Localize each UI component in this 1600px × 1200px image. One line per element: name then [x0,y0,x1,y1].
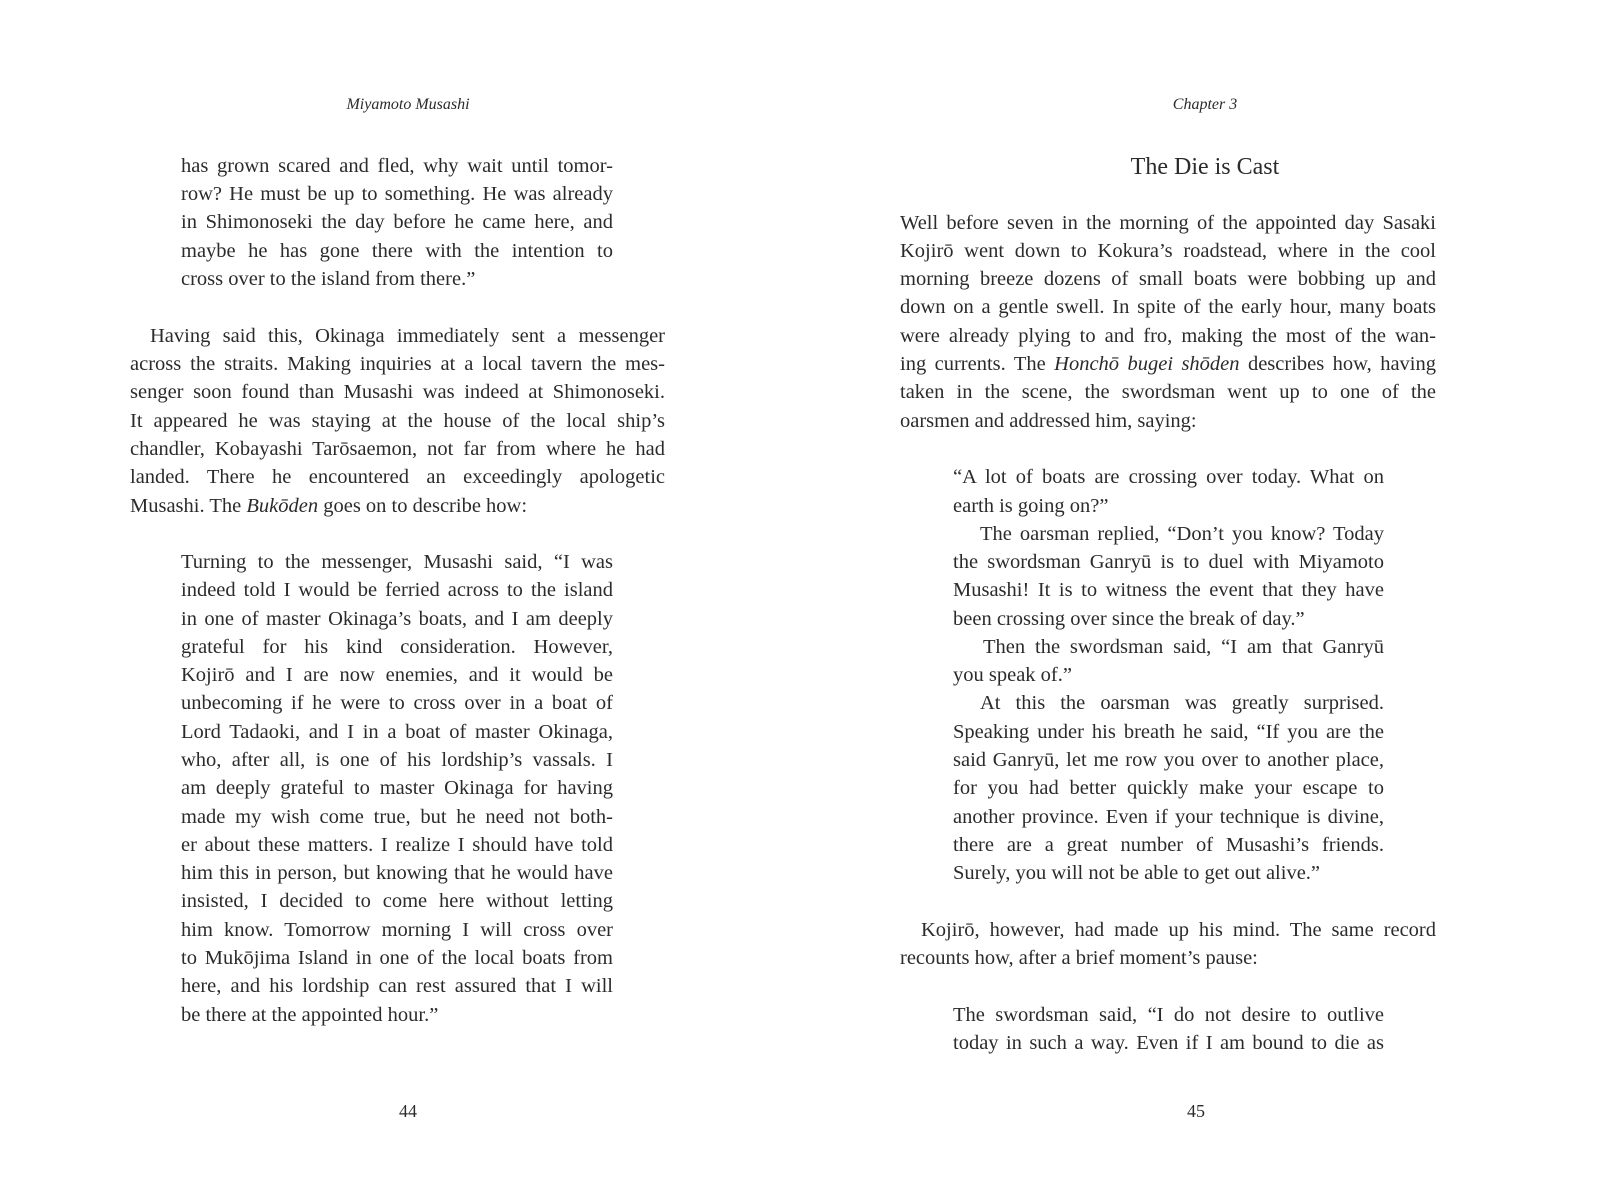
left-page-text-line: indeed told I would be ferried across to the island [181,579,613,601]
left-page-text-line: to Mukōjima Island in one of the local boats from [181,947,613,969]
right-page-text-line: today in such a way. Even if I am bound to die as [953,1032,1384,1054]
right-page-text-line: been crossing over since the break of day.” [953,608,1305,630]
right-page-text-line: Then the swordsman said, “I am that Ganryū [983,636,1384,658]
right-page [800,0,1600,1200]
left-page-text-line: be there at the appointed hour.” [181,1004,439,1026]
left-page-text-line: am deeply grateful to master Okinaga for having [181,777,613,799]
right-page-text-line: Musashi! It is to witness the event that they have [953,579,1384,601]
left-page-text-line: Kojirō and I are now enemies, and it would be [181,664,613,686]
right-page-text-line: said Ganryū, let me row you over to another place, [953,749,1384,771]
right-page-text-line: for you had better quickly make your escape to [953,777,1384,799]
right-page-text-line: Well before seven in the morning of the appointed day Sasaki [900,212,1436,234]
left-page-text-line: unbecoming if he were to cross over in a boat of [181,692,613,714]
left-page-text-line: grateful for his kind consideration. However, [181,636,613,658]
left-page-text-line: Having said this, Okinaga immediately sent a messenger [150,325,665,347]
left-page-text-line: him know. Tomorrow morning I will cross over [181,919,613,941]
left-page-text-line: here, and his lordship can rest assured that I will [181,975,613,997]
left-page-text-line: who, after all, is one of his lordship’s vassals. I [181,749,613,771]
right-page-text-line: oarsmen and addressed him, saying: [900,410,1197,432]
left-page-text-line: in Shimonoseki the day before he came here, and [181,211,613,233]
left-page-text-line: er about these matters. I realize I should have told [181,834,613,856]
right-page-text-line: Surely, you will not be able to get out alive.” [953,862,1321,884]
left-page-text-line: Turning to the messenger, Musashi said, “I was [181,551,613,573]
right-page-text-line: ing currents. The Honchō bugei shōden describes how, having [900,353,1436,375]
right-page-text-line: the swordsman Ganryū is to duel with Miyamoto [953,551,1384,573]
left-page-text-line: in one of master Okinaga’s boats, and I am deeply [181,608,613,630]
left-page-text-line: Musashi. The Bukōden goes on to describe how: [130,495,528,517]
right-page-text-line: “A lot of boats are crossing over today. What on [953,466,1384,488]
running-head-left: Miyamoto Musashi [346,96,470,113]
left-page-text-line: across the straits. Making inquiries at a local tavern the mes- [130,353,665,375]
left-page-text-line: insisted, I decided to come here without letting [181,890,613,912]
left-page-text-line: chandler, Kobayashi Tarōsaemon, not far from where he had [130,438,665,460]
right-page-text-line: The oarsman replied, “Don’t you know? Today [980,523,1384,545]
right-page-text-line: At this the oarsman was greatly surprised. [980,692,1384,714]
left-page-text-line: has grown scared and fled, why wait until tomor- [181,155,613,177]
left-page-text-line: It appeared he was staying at the house of the local ship’s [130,410,665,432]
left-page-text-line: made my wish come true, but he need not both- [181,806,613,828]
right-page-text-line: The swordsman said, “I do not desire to outlive [953,1004,1384,1026]
chapter-title: The Die is Cast [1130,154,1280,180]
right-page-text-line: morning breeze dozens of small boats were bobbing up and [900,268,1436,290]
page-number-left: 44 [399,1101,417,1121]
right-page-text-line: down on a gentle swell. In spite of the early hour, many boats [900,296,1436,318]
left-page-text-line: him this in person, but knowing that he would have [181,862,613,884]
right-page-text-line: taken in the scene, the swordsman went up to one of the [900,381,1436,403]
right-page-text-line: there are a great number of Musashi’s friends. [953,834,1384,856]
left-page-text-line: cross over to the island from there.” [181,268,476,290]
right-page-text-line: Speaking under his breath he said, “If you are the [953,721,1384,743]
left-page-text-line: senger soon found than Musashi was indeed at Shimonoseki. [130,381,665,403]
right-page-text-line: another province. Even if your technique is divine, [953,806,1384,828]
right-page-text-line: you speak of.” [953,664,1072,686]
right-page-text-line: recounts how, after a brief moment’s pause: [900,947,1258,969]
running-head-right: Chapter 3 [1172,96,1238,113]
left-page-text-line: maybe he has gone there with the intention to [181,240,613,262]
right-page-text-line: Kojirō went down to Kokura’s roadstead, where in the cool [900,240,1436,262]
right-page-text-line: Kojirō, however, had made up his mind. The same record [921,919,1436,941]
left-page-text-line: Lord Tadaoki, and I in a boat of master Okinaga, [181,721,613,743]
right-page-text-line: earth is going on?” [953,495,1109,517]
left-page-text-line: landed. There he encountered an exceedingly apologetic [130,466,665,488]
left-page-text-line: row? He must be up to something. He was already [181,183,613,205]
page-number-right: 45 [1187,1101,1205,1121]
right-page-text-line: were already plying to and fro, making the most of the wan- [900,325,1436,347]
